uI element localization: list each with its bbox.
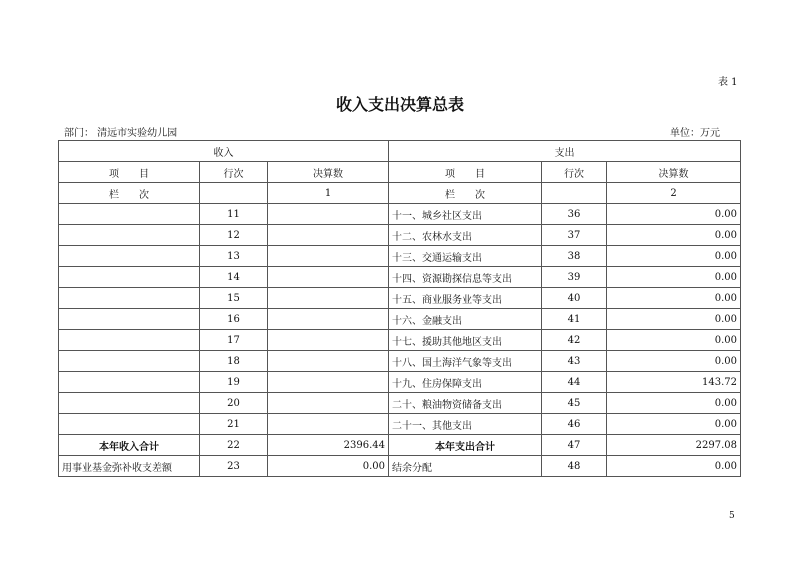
expense-row-no: 45 [542, 393, 607, 414]
table-row [59, 456, 741, 477]
expense-amount: 0.00 [607, 204, 741, 225]
expense-item: 二十一、其他支出 [389, 414, 542, 435]
income-row-no: 17 [200, 330, 268, 351]
section-income: 收入 [59, 141, 389, 162]
income-row-no: 22 [200, 435, 268, 456]
col-income-row-no: 行次 [200, 162, 268, 183]
expense-row-no: 37 [542, 225, 607, 246]
expense-item: 十八、国土海洋气象等支出 [389, 351, 542, 372]
income-item [59, 288, 200, 309]
income-row-no: 21 [200, 414, 268, 435]
lanci-expense-value: 2 [607, 183, 741, 204]
department-label: 部门： 清远市实验幼儿园 [64, 128, 178, 139]
income-amount [268, 393, 389, 414]
table-row [59, 225, 741, 246]
col-income-item: 项 目 [59, 162, 200, 183]
table-row [59, 267, 741, 288]
expense-amount: 0.00 [607, 246, 741, 267]
total-row [59, 435, 741, 456]
expense-amount: 0.00 [607, 288, 741, 309]
lanci-row [59, 183, 741, 204]
lanci-expense-empty [542, 183, 607, 204]
expense-item: 本年支出合计 [389, 435, 542, 456]
expense-row-no: 42 [542, 330, 607, 351]
section-header-row [59, 141, 741, 162]
income-item [59, 309, 200, 330]
col-expense-row-no: 行次 [542, 162, 607, 183]
col-income-amount: 决算数 [268, 162, 389, 183]
table-row [59, 246, 741, 267]
income-amount [268, 372, 389, 393]
expense-amount: 0.00 [607, 351, 741, 372]
expense-item: 十四、资源勘探信息等支出 [389, 267, 542, 288]
income-amount [268, 288, 389, 309]
income-item [59, 204, 200, 225]
income-amount [268, 330, 389, 351]
income-row-no: 18 [200, 351, 268, 372]
lanci-income-value: 1 [268, 183, 389, 204]
lanci-income-empty [200, 183, 268, 204]
table-row [59, 372, 741, 393]
expense-row-no: 41 [542, 309, 607, 330]
page-number: 5 [729, 511, 735, 521]
income-amount [268, 351, 389, 372]
income-amount [268, 309, 389, 330]
expense-item: 十六、金融支出 [389, 309, 542, 330]
column-header-row [59, 162, 741, 183]
expense-row-no: 48 [542, 456, 607, 477]
income-row-no: 13 [200, 246, 268, 267]
income-amount [268, 246, 389, 267]
expense-item: 十二、农林水支出 [389, 225, 542, 246]
col-expense-item: 项 目 [389, 162, 542, 183]
expense-amount: 0.00 [607, 414, 741, 435]
lanci-expense-label: 栏 次 [389, 183, 542, 204]
table-row [59, 288, 741, 309]
expense-item: 十三、交通运输支出 [389, 246, 542, 267]
expense-row-no: 47 [542, 435, 607, 456]
income-item [59, 414, 200, 435]
table-row [59, 309, 741, 330]
expense-amount: 0.00 [607, 309, 741, 330]
income-item [59, 267, 200, 288]
expense-row-no: 44 [542, 372, 607, 393]
expense-item: 十七、援助其他地区支出 [389, 330, 542, 351]
expense-row-no: 46 [542, 414, 607, 435]
income-amount: 0.00 [268, 456, 389, 477]
expense-amount: 0.00 [607, 267, 741, 288]
income-item [59, 225, 200, 246]
section-expense: 支出 [389, 141, 741, 162]
income-item: 用事业基金弥补收支差额 [59, 456, 200, 477]
expense-amount: 0.00 [607, 330, 741, 351]
expense-amount: 2297.08 [607, 435, 741, 456]
expense-item: 二十、粮油物资储备支出 [389, 393, 542, 414]
income-item [59, 330, 200, 351]
expense-row-no: 40 [542, 288, 607, 309]
income-amount [268, 225, 389, 246]
income-amount [268, 204, 389, 225]
income-row-no: 11 [200, 204, 268, 225]
expense-row-no: 43 [542, 351, 607, 372]
income-amount [268, 267, 389, 288]
expense-amount: 0.00 [607, 225, 741, 246]
income-expense-table [58, 140, 741, 477]
expense-row-no: 39 [542, 267, 607, 288]
table-row [59, 204, 741, 225]
page-title: 收入支出决算总表 [335, 95, 464, 114]
income-item [59, 393, 200, 414]
income-row-no: 12 [200, 225, 268, 246]
income-row-no: 15 [200, 288, 268, 309]
table-row [59, 414, 741, 435]
income-amount [268, 414, 389, 435]
table-row [59, 393, 741, 414]
unit-label: 单位：万元 [670, 128, 720, 139]
table-row [59, 330, 741, 351]
table-number: 表 1 [718, 77, 738, 88]
income-item: 本年收入合计 [59, 435, 200, 456]
col-expense-amount: 决算数 [607, 162, 741, 183]
income-amount: 2396.44 [268, 435, 389, 456]
income-row-no: 14 [200, 267, 268, 288]
income-item [59, 246, 200, 267]
income-item [59, 372, 200, 393]
table-row [59, 351, 741, 372]
income-row-no: 19 [200, 372, 268, 393]
income-row-no: 23 [200, 456, 268, 477]
expense-item: 结余分配 [389, 456, 542, 477]
income-row-no: 16 [200, 309, 268, 330]
income-row-no: 20 [200, 393, 268, 414]
expense-row-no: 36 [542, 204, 607, 225]
expense-item: 十一、城乡社区支出 [389, 204, 542, 225]
expense-row-no: 38 [542, 246, 607, 267]
expense-amount: 0.00 [607, 393, 741, 414]
expense-amount: 143.72 [607, 372, 741, 393]
lanci-income-label: 栏 次 [59, 183, 200, 204]
expense-item: 十五、商业服务业等支出 [389, 288, 542, 309]
expense-item: 十九、住房保障支出 [389, 372, 542, 393]
income-item [59, 351, 200, 372]
expense-amount: 0.00 [607, 456, 741, 477]
